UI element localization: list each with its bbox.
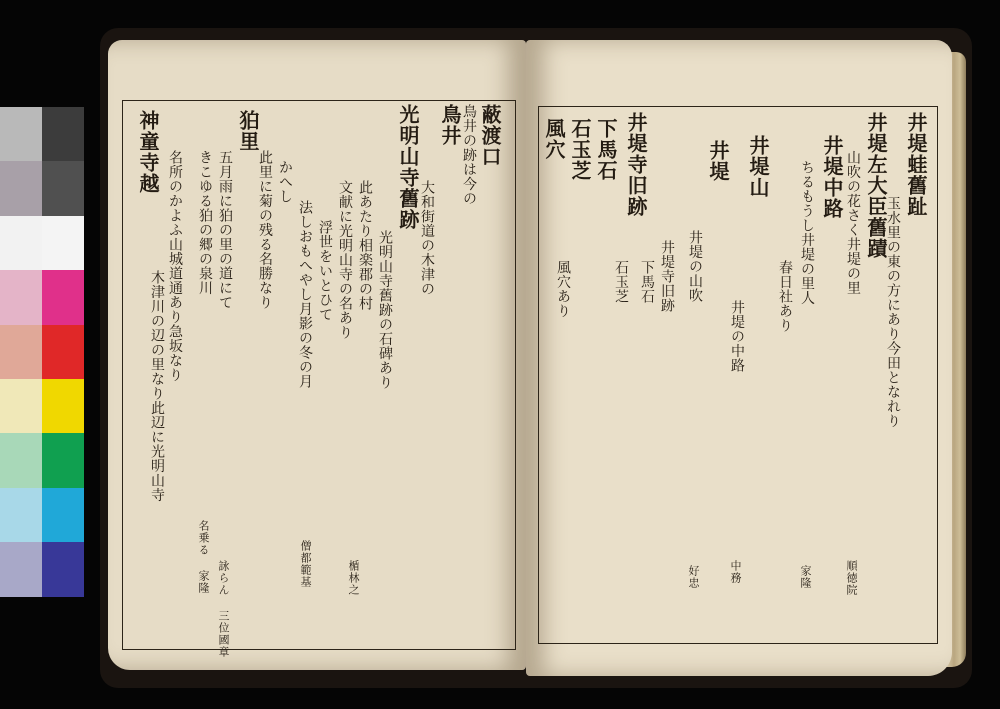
heading: 光明山寺舊跡	[396, 104, 420, 230]
color-swatch	[0, 488, 42, 542]
heading: 神童寺越	[136, 110, 160, 194]
poet-name: 僧都範基	[299, 540, 312, 588]
text-column: 山吹の花さく井堤の里	[845, 150, 861, 295]
color-swatch	[42, 488, 84, 542]
text-column: かへし	[277, 160, 293, 204]
color-swatch	[42, 433, 84, 487]
color-swatch	[42, 379, 84, 433]
color-swatch	[0, 325, 42, 379]
heading: 石玉芝	[568, 118, 592, 181]
heading: 井堤	[706, 140, 730, 182]
poet-name: 家隆	[799, 565, 812, 589]
color-swatch	[42, 107, 84, 161]
color-swatch	[0, 216, 42, 270]
text-column: 井堤寺旧跡	[659, 240, 675, 313]
poet-name: 中務	[729, 560, 742, 584]
text-column: 鳥井の跡は今の	[461, 104, 477, 206]
text-column: 浮世をいとひて	[317, 220, 333, 322]
text-column: きこゆる狛の郷の泉川	[197, 150, 213, 295]
heading: 井堤蛙舊趾	[904, 112, 928, 217]
text-column: 下馬石	[639, 260, 655, 304]
text-column: 井堤の山吹	[687, 230, 703, 303]
poet-name: 楯林之	[347, 560, 360, 596]
text-column: 春日社あり	[777, 260, 793, 333]
text-column: 風穴あり	[555, 260, 571, 318]
text-column: 名所のかよふ山城道通あり急坂なり	[167, 150, 183, 382]
color-calibration-strip	[0, 107, 84, 597]
text-column: 此里に菊の残る名勝なり	[257, 150, 273, 310]
color-swatch	[0, 379, 42, 433]
color-swatch	[0, 270, 42, 324]
heading: 井堤山	[746, 135, 770, 198]
heading: 狛里	[236, 110, 260, 152]
text-column: 五月雨に狛の里の道にて	[217, 150, 233, 310]
poet-name: 好忠	[687, 565, 700, 589]
text-column: 大和街道の木津の	[419, 180, 435, 296]
color-swatch	[0, 161, 42, 215]
color-swatch	[42, 161, 84, 215]
text-column: 木津川の辺の里なり此辺に光明山寺	[149, 270, 165, 502]
text-column: 光明山寺舊跡の石碑あり	[377, 230, 393, 390]
text-column: 石玉芝	[613, 260, 629, 304]
poet-name: 詠らん 三位國章	[217, 560, 230, 658]
text-column: 法しおもへやし月影の冬の月	[297, 200, 313, 389]
color-swatch	[0, 433, 42, 487]
color-swatch	[0, 542, 42, 596]
color-swatch	[42, 542, 84, 596]
heading: 井堤寺旧跡	[624, 112, 648, 217]
heading: 鳥井	[438, 104, 462, 146]
heading: 風穴	[542, 118, 566, 160]
heading: 下馬石	[594, 118, 618, 181]
poet-name: 名乗る 家隆	[197, 520, 210, 594]
heading: 井堤左大臣舊蹟	[864, 112, 888, 259]
text-column: 井堤の中路	[729, 300, 745, 373]
color-swatch	[0, 107, 42, 161]
text-column: 此あたり相楽郡の村	[357, 180, 373, 311]
heading: 井堤中路	[820, 135, 844, 219]
color-swatch	[42, 216, 84, 270]
heading: 蔽渡口	[478, 104, 502, 167]
color-swatch	[42, 270, 84, 324]
color-swatch	[42, 325, 84, 379]
text-column: 玉水里の東の方にあり今田となれり	[885, 196, 901, 428]
text-column: ちるもうし井堤の里人	[799, 160, 815, 305]
poet-name: 順徳院	[845, 560, 858, 596]
text-column: 文献に光明山寺の名あり	[337, 180, 353, 340]
